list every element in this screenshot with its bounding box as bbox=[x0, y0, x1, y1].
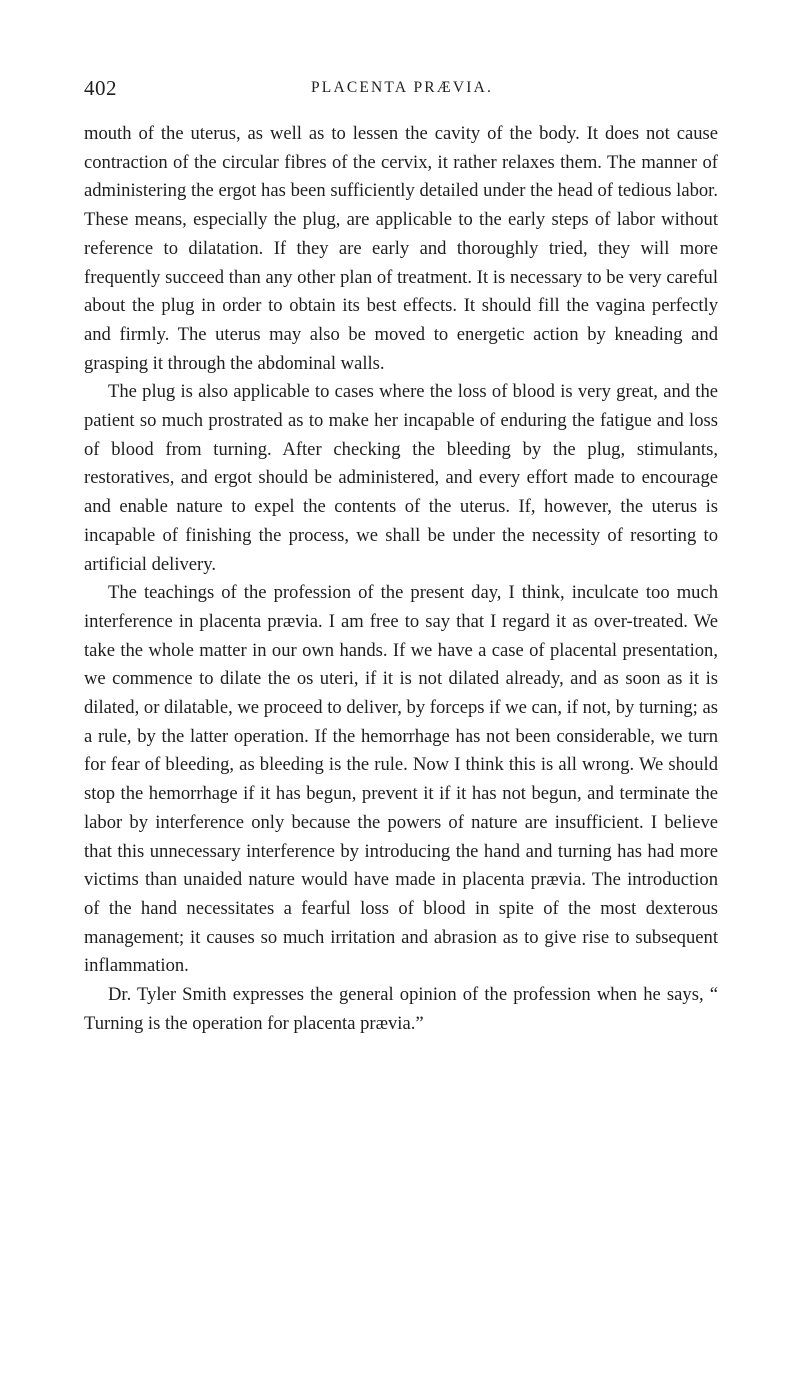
body-text bbox=[84, 120, 718, 1039]
running-title: PLACENTA PRÆVIA. bbox=[310, 79, 494, 96]
page-header bbox=[84, 76, 720, 106]
paragraph: Dr. Tyler Smith expresses the general opinion of the profession when he says, “ Turning is the operation for placenta prævia.” bbox=[84, 984, 718, 1034]
page-number: 402 bbox=[84, 76, 117, 100]
paragraph: The plug is also applicable to cases where the loss of blood is very great, and the patient so much prostrated as to make her incapable of enduring the fatigue and loss of blood from turning. After checking the bleeding by the plug, stimulants, restoratives, and ergot should be administered, and every effort made to encourage and enable nature to expel the contents of the uterus. If, however, the uterus is incapable of finishing the process, we shall be under the necessity of resorting to artificial delivery. bbox=[84, 381, 718, 575]
paragraph-continued: mouth of the uterus, as well as to lessen the cavity of the body. It does not cause contraction of the circular fibres of the cervix, it rather relaxes them. The manner of administering the ergot has been sufficiently detailed under the head of tedious labor. These means, especially the plug, are applicable to the early steps of labor without reference to dilatation. If they are early and thoroughly tried, they will more frequently succeed than any other plan of treatment. It is necessary to be very careful about the plug in order to obtain its best effects. It should fill the vagina perfectly and firmly. The uterus may also be moved to energetic action by kneading and grasping it through the abdominal walls. bbox=[84, 123, 718, 374]
paragraph: The teachings of the profession of the present day, I think, inculcate too much interference in placenta prævia. I am free to say that I regard it as over-treated. We take the whole matter in our own hands. If we have a case of placental presentation, we commence to dilate the os uteri, if it is not dilated already, and as soon as it is dilated, or dilatable, we proceed to deliver, by forceps if we can, if not, by turning; as a rule, by the latter operation. If the hemorrhage has not been considerable, we turn for fear of bleeding, as bleeding is the rule. Now I think this is all wrong. We should stop the hemorrhage if it has begun, prevent it if it has not begun, and terminate the labor by interference only because the powers of nature are insufficient. I believe that this unnecessary interference by introducing the hand and turning has had more victims than unaided nature would have made in placenta prævia. The introduction of the hand necessitates a fearful loss of blood in spite of the most dexterous management; it causes so much irritation and abrasion as to give rise to subsequent inflammation. bbox=[84, 582, 718, 977]
